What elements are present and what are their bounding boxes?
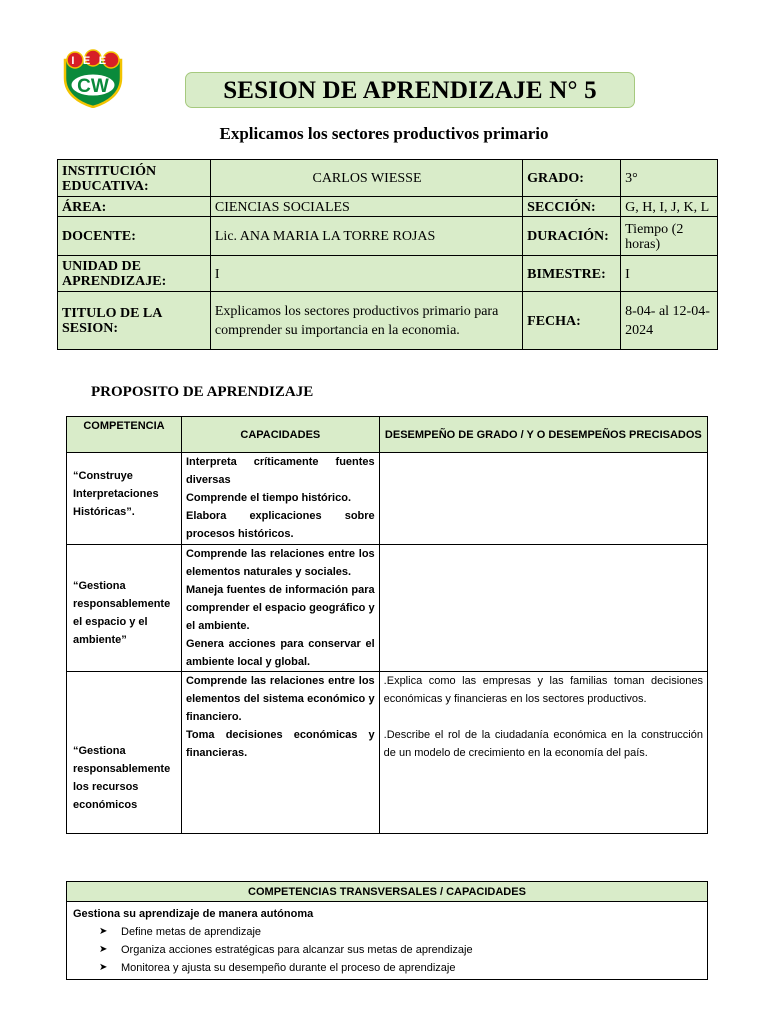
- list-item: ➤ Monitorea y ajusta su desempeño durante el proceso de aprendizaje: [73, 959, 701, 977]
- grado-label: GRADO:: [523, 160, 621, 197]
- capacidad-item: Toma decisiones económicas y financieras.: [185, 729, 375, 759]
- list-item: ➤ Define metas de aprendizaje: [73, 923, 701, 941]
- table-row: [67, 672, 708, 834]
- capacidad-item: Comprende el tiempo histórico.: [185, 492, 352, 504]
- grado-value: 3°: [621, 160, 718, 197]
- session-title: SESION DE APRENDIZAJE N° 5: [223, 77, 597, 104]
- session-info-table: [57, 159, 718, 350]
- logo-top-text: IEE: [71, 55, 115, 67]
- fecha-value: 8-04- al 12-04-2024: [621, 292, 718, 350]
- titulo-value: Explicamos los sectores productivos primario para comprender su importancia en la economia.: [210, 292, 522, 350]
- transversal-title: Gestiona su aprendizaje de manera autónoma: [73, 908, 314, 920]
- capacidad-item: Interpreta críticamente fuentes diversas: [185, 456, 375, 486]
- docente-value: Lic. ANA MARIA LA TORRE ROJAS: [210, 217, 522, 256]
- docente-label: DOCENTE:: [58, 217, 211, 256]
- list-item: ➤ Organiza acciones estratégicas para alcanzar sus metas de aprendizaje: [73, 941, 701, 959]
- competencia-cell: “Gestiona responsablemente los recursos económicos: [67, 672, 182, 834]
- capacidad-item: Genera acciones para conservar el ambiente local y global.: [185, 638, 375, 668]
- area-label: ÁREA:: [58, 197, 211, 217]
- arrow-bullet-icon: ➤: [99, 944, 108, 955]
- table-row: [67, 453, 708, 545]
- col-header-desempeno: DESEMPEÑO DE GRADO / Y O DESEMPEÑOS PRECISADOS: [379, 417, 707, 453]
- titulo-label: TITULO DE LA SESION:: [58, 292, 211, 350]
- competencia-cell: “Gestiona responsablemente el espacio y el ambiente”: [67, 545, 182, 672]
- purpose-table: [66, 416, 708, 834]
- capacidad-item: Elabora explicaciones sobre procesos históricos.: [185, 510, 375, 540]
- logo-main-text: CW: [77, 76, 109, 97]
- col-header-competencia: COMPETENCIA: [67, 417, 182, 453]
- col-header-capacidades: CAPACIDADES: [181, 417, 379, 453]
- duracion-value: Tiempo (2 horas): [621, 217, 718, 256]
- session-subtitle: Explicamos los sectores productivos primario: [219, 124, 549, 143]
- arrow-bullet-icon: ➤: [99, 926, 108, 937]
- desempeno-item: .Describe el rol de la ciudadanía económica en la construcción de un modelo de crecimiento en la economía del país.: [383, 729, 703, 759]
- seccion-label: SECCIÓN:: [523, 197, 621, 217]
- fecha-label: FECHA:: [523, 292, 621, 350]
- institucion-label: INSTITUCIÓN EDUCATIVA:: [58, 160, 211, 197]
- seccion-value: G, H, I, J, K, L: [621, 197, 718, 217]
- desempeno-cell: [379, 453, 707, 545]
- unidad-label: UNIDAD DE APRENDIZAJE:: [58, 256, 211, 292]
- transversal-table: [66, 881, 708, 980]
- competencia-cell: “Construye Interpretaciones Históricas”.: [67, 453, 182, 545]
- table-row: [67, 545, 708, 672]
- institucion-value: CARLOS WIESSE: [210, 160, 522, 197]
- desempeno-item: .Explica como las empresas y las familias toman decisiones económicas y financieras en los sectores productivos.: [383, 675, 703, 705]
- bimestre-label: BIMESTRE:: [523, 256, 621, 292]
- desempeno-cell: [379, 545, 707, 672]
- capacidad-item: Comprende las relaciones entre los elementos del sistema económico y financiero.: [185, 675, 375, 723]
- area-value: CIENCIAS SOCIALES: [210, 197, 522, 217]
- capacidad-item: Maneja fuentes de información para comprender el espacio geográfico y el ambiente.: [185, 584, 375, 632]
- arrow-bullet-icon: ➤: [99, 962, 108, 973]
- capacidad-item: Comprende las relaciones entre los elementos naturales y sociales.: [185, 548, 375, 578]
- transversal-header: COMPETENCIAS TRANSVERSALES / CAPACIDADES: [67, 882, 708, 902]
- unidad-value: I: [210, 256, 522, 292]
- session-title-box: [185, 72, 635, 108]
- school-logo: [62, 48, 124, 108]
- purpose-title: PROPOSITO DE APRENDIZAJE: [91, 384, 314, 400]
- bimestre-value: I: [621, 256, 718, 292]
- duracion-label: DURACIÓN:: [523, 217, 621, 256]
